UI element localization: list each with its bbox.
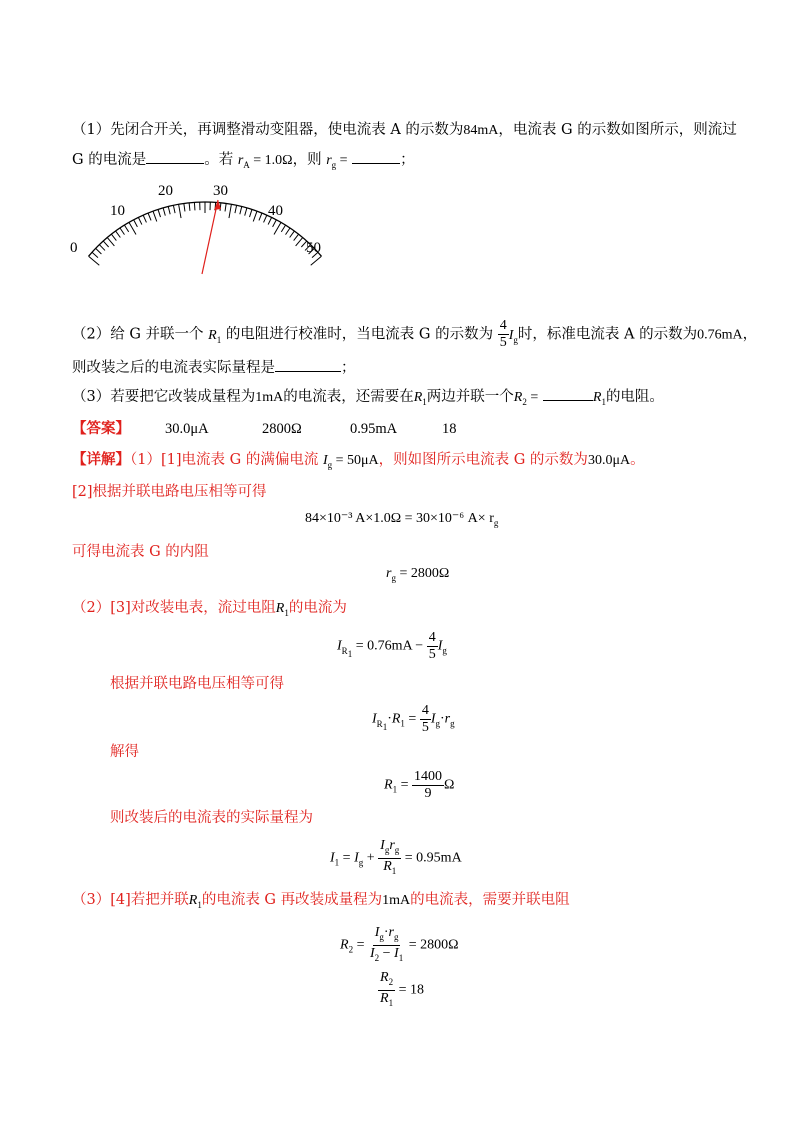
q2-current-a: 0.76mA: [697, 327, 743, 343]
detail-p1-value: 30.0μA: [587, 453, 631, 468]
q1-blank-1[interactable]: [146, 163, 204, 164]
scale-tick: [173, 205, 175, 213]
q2-line2: [72, 358, 356, 378]
answer-1: 30.0μA: [165, 421, 209, 437]
scale-tick: [249, 209, 251, 217]
answer-label: 【答案】: [72, 420, 130, 437]
scale-tick: [259, 213, 262, 220]
scale-tick: [138, 217, 142, 224]
scale-tick: [120, 228, 124, 235]
scale-tick: [143, 215, 146, 222]
q2-line1: [72, 318, 757, 351]
scale-tick: [286, 228, 290, 235]
scale-tick: [96, 248, 102, 254]
scale-label-0: 0: [70, 240, 78, 256]
q2-text-b: 的电阻进行校准时，当电流表 G 的示数为: [225, 326, 494, 343]
detail-line1: [72, 450, 645, 475]
scale-tick: [253, 211, 257, 221]
scale-tick: [225, 203, 226, 211]
detail-p1-a: （1）[1]电流表 G 的满偏电流: [130, 452, 319, 468]
scale-label-50: 50: [306, 240, 321, 256]
scale-tick: [245, 208, 247, 216]
answer-4: 18: [442, 421, 457, 437]
q1-text-c: G 的电流是: [72, 152, 147, 168]
scale-tick: [273, 220, 277, 227]
scale-tick: [107, 238, 114, 246]
scale-tick: [281, 225, 285, 232]
detail-p4: （2）[3]对改装电表，流过电阻$R_1$的电流为: [72, 600, 347, 618]
scale-tick: [103, 241, 108, 247]
scale-tick: [129, 222, 136, 234]
scale-tick: [296, 238, 303, 246]
detail-eq1: 84×10⁻³ A×1.0Ω = 30×10⁻⁶ $A\times r_g$: [305, 511, 499, 528]
q1-text-f: ；: [400, 152, 415, 168]
detail-label: 【详解】: [72, 451, 130, 468]
q1-current-a: 84mA: [463, 123, 499, 138]
scale-tick: [111, 234, 116, 240]
scale-tick: [116, 231, 121, 237]
detail-eq6: $I_1 = I_g$ + $\frac{I_gr_g}{R_1}$ = 0.95mA: [330, 838, 462, 876]
q3-text-b: 的电流表，还需要在: [283, 389, 414, 405]
scale-tick: [153, 211, 157, 221]
detail-p8: （3）[4]若把并联$R_1$的电流表 G 再改装成量程为1mA的电流表，需要并联电阻: [72, 892, 570, 910]
q1-text-b: ，电流表 G 的示数如图所示，则流过: [498, 122, 737, 138]
detail-p1-b: ，则如图所示电流表 G 的示数为: [378, 452, 588, 468]
scale-label-10: 10: [110, 203, 125, 219]
detail-p7: 则改装后的电流表的实际量程为: [110, 810, 313, 826]
q2-r1-symbol: $R_1$: [208, 327, 222, 345]
q2-ig-symbol: $I_g$: [508, 327, 518, 345]
q2-comma: ，: [742, 326, 758, 343]
q3-text-d: 的电阻。: [605, 389, 664, 405]
detail-eq8: $\frac{R_2}{R_1}$ = 18: [380, 970, 424, 1008]
scale-tick: [290, 231, 295, 237]
scale-tick: [99, 245, 105, 251]
scale-tick: [274, 222, 281, 234]
meter-pointer: [202, 200, 218, 274]
detail-p1-end: 。: [630, 452, 645, 468]
q2-text-e: ；: [341, 360, 356, 376]
detail-eq4: $I_{R_1}\cdot R_1$ = $\frac{4}{5}$ $I_g\cdot r_g$: [372, 703, 455, 735]
detail-eq5: $R_1$ = $\frac{1400}{9}$ Ω: [384, 769, 455, 801]
q3-range: 1mA: [255, 390, 284, 405]
q1-blank-2[interactable]: [352, 163, 400, 164]
scale-label-20: 20: [158, 183, 173, 199]
scale-tick: [240, 207, 242, 215]
q2-blank[interactable]: [275, 371, 341, 372]
q2-fraction: $\frac{4}{5}$: [499, 318, 507, 350]
scale-label-40: 40: [268, 203, 283, 219]
q3-line: [72, 387, 664, 412]
scale-tick: [134, 220, 138, 227]
q3-text-a: （3）若要把它改装成量程为: [72, 389, 256, 405]
scale-tick: [168, 207, 170, 215]
q1-text-a: （1）先闭合开关，再调整滑动变阻器，使电流表 A 的示数为: [72, 122, 464, 138]
detail-eq2: $r_g = 2800\Omega$: [386, 566, 450, 583]
q2-text-c: 时，标准电流表 A 的示数为: [517, 326, 698, 343]
q3-r2-symbol: $R_2$ =: [513, 390, 539, 407]
scale-tick: [148, 213, 151, 220]
q2-text-a: （2）给 G 并联一个: [72, 326, 204, 343]
detail-eq7: $R_2$ = $\frac{I_g\cdot r_g}{I_2 - I_1}$ = 2800Ω: [340, 925, 459, 963]
detail-ig-formula: $I_g = 50\mu A$: [322, 453, 379, 470]
scale-tick: [184, 203, 185, 211]
q3-text-c: 两边并联一个: [426, 389, 514, 405]
answer-row: [72, 419, 130, 439]
scale-tick: [92, 252, 98, 257]
q2-text-d: 则改装之后的电流表实际量程是: [72, 360, 275, 376]
scale-tick: [179, 204, 181, 218]
q3-blank[interactable]: [543, 400, 593, 401]
q1-ra-formula: $r_A = 1.0\Omega$: [237, 153, 293, 170]
answer-2: 2800Ω: [262, 421, 302, 437]
q1-line1: [72, 120, 737, 141]
q1-text-d: 。若: [204, 152, 234, 168]
q3-r1-symbol-2: $R_1$: [592, 390, 606, 407]
detail-eq3: $I_{R_1} = 0.76mA$ − $\frac{4}{5}$ $I_g$: [337, 630, 447, 662]
galvanometer-scale: [60, 172, 350, 282]
q3-r1-symbol: $R_1$: [413, 390, 427, 407]
q1-text-e: ，则: [292, 152, 322, 168]
scale-tick: [294, 234, 299, 240]
q1-rg-symbol: $r_g$ =: [326, 153, 348, 170]
scale-label-30: 30: [213, 183, 228, 199]
scale-tick: [189, 203, 190, 211]
scale-tick: [124, 225, 128, 232]
scale-tick: [194, 202, 195, 210]
detail-p3: 可得电流表 G 的内阻: [72, 544, 209, 560]
detail-p5: 根据并联电路电压相等可得: [110, 676, 284, 692]
scale-tick: [158, 209, 160, 217]
scale-tick: [235, 205, 237, 213]
scale-tick: [163, 208, 165, 216]
detail-p6: 解得: [110, 744, 139, 760]
scale-tick: [264, 215, 267, 222]
scale-tick: [229, 204, 231, 218]
detail-p2: [2]根据并联电路电压相等可得: [72, 484, 267, 500]
answer-3: 0.95mA: [350, 421, 398, 437]
